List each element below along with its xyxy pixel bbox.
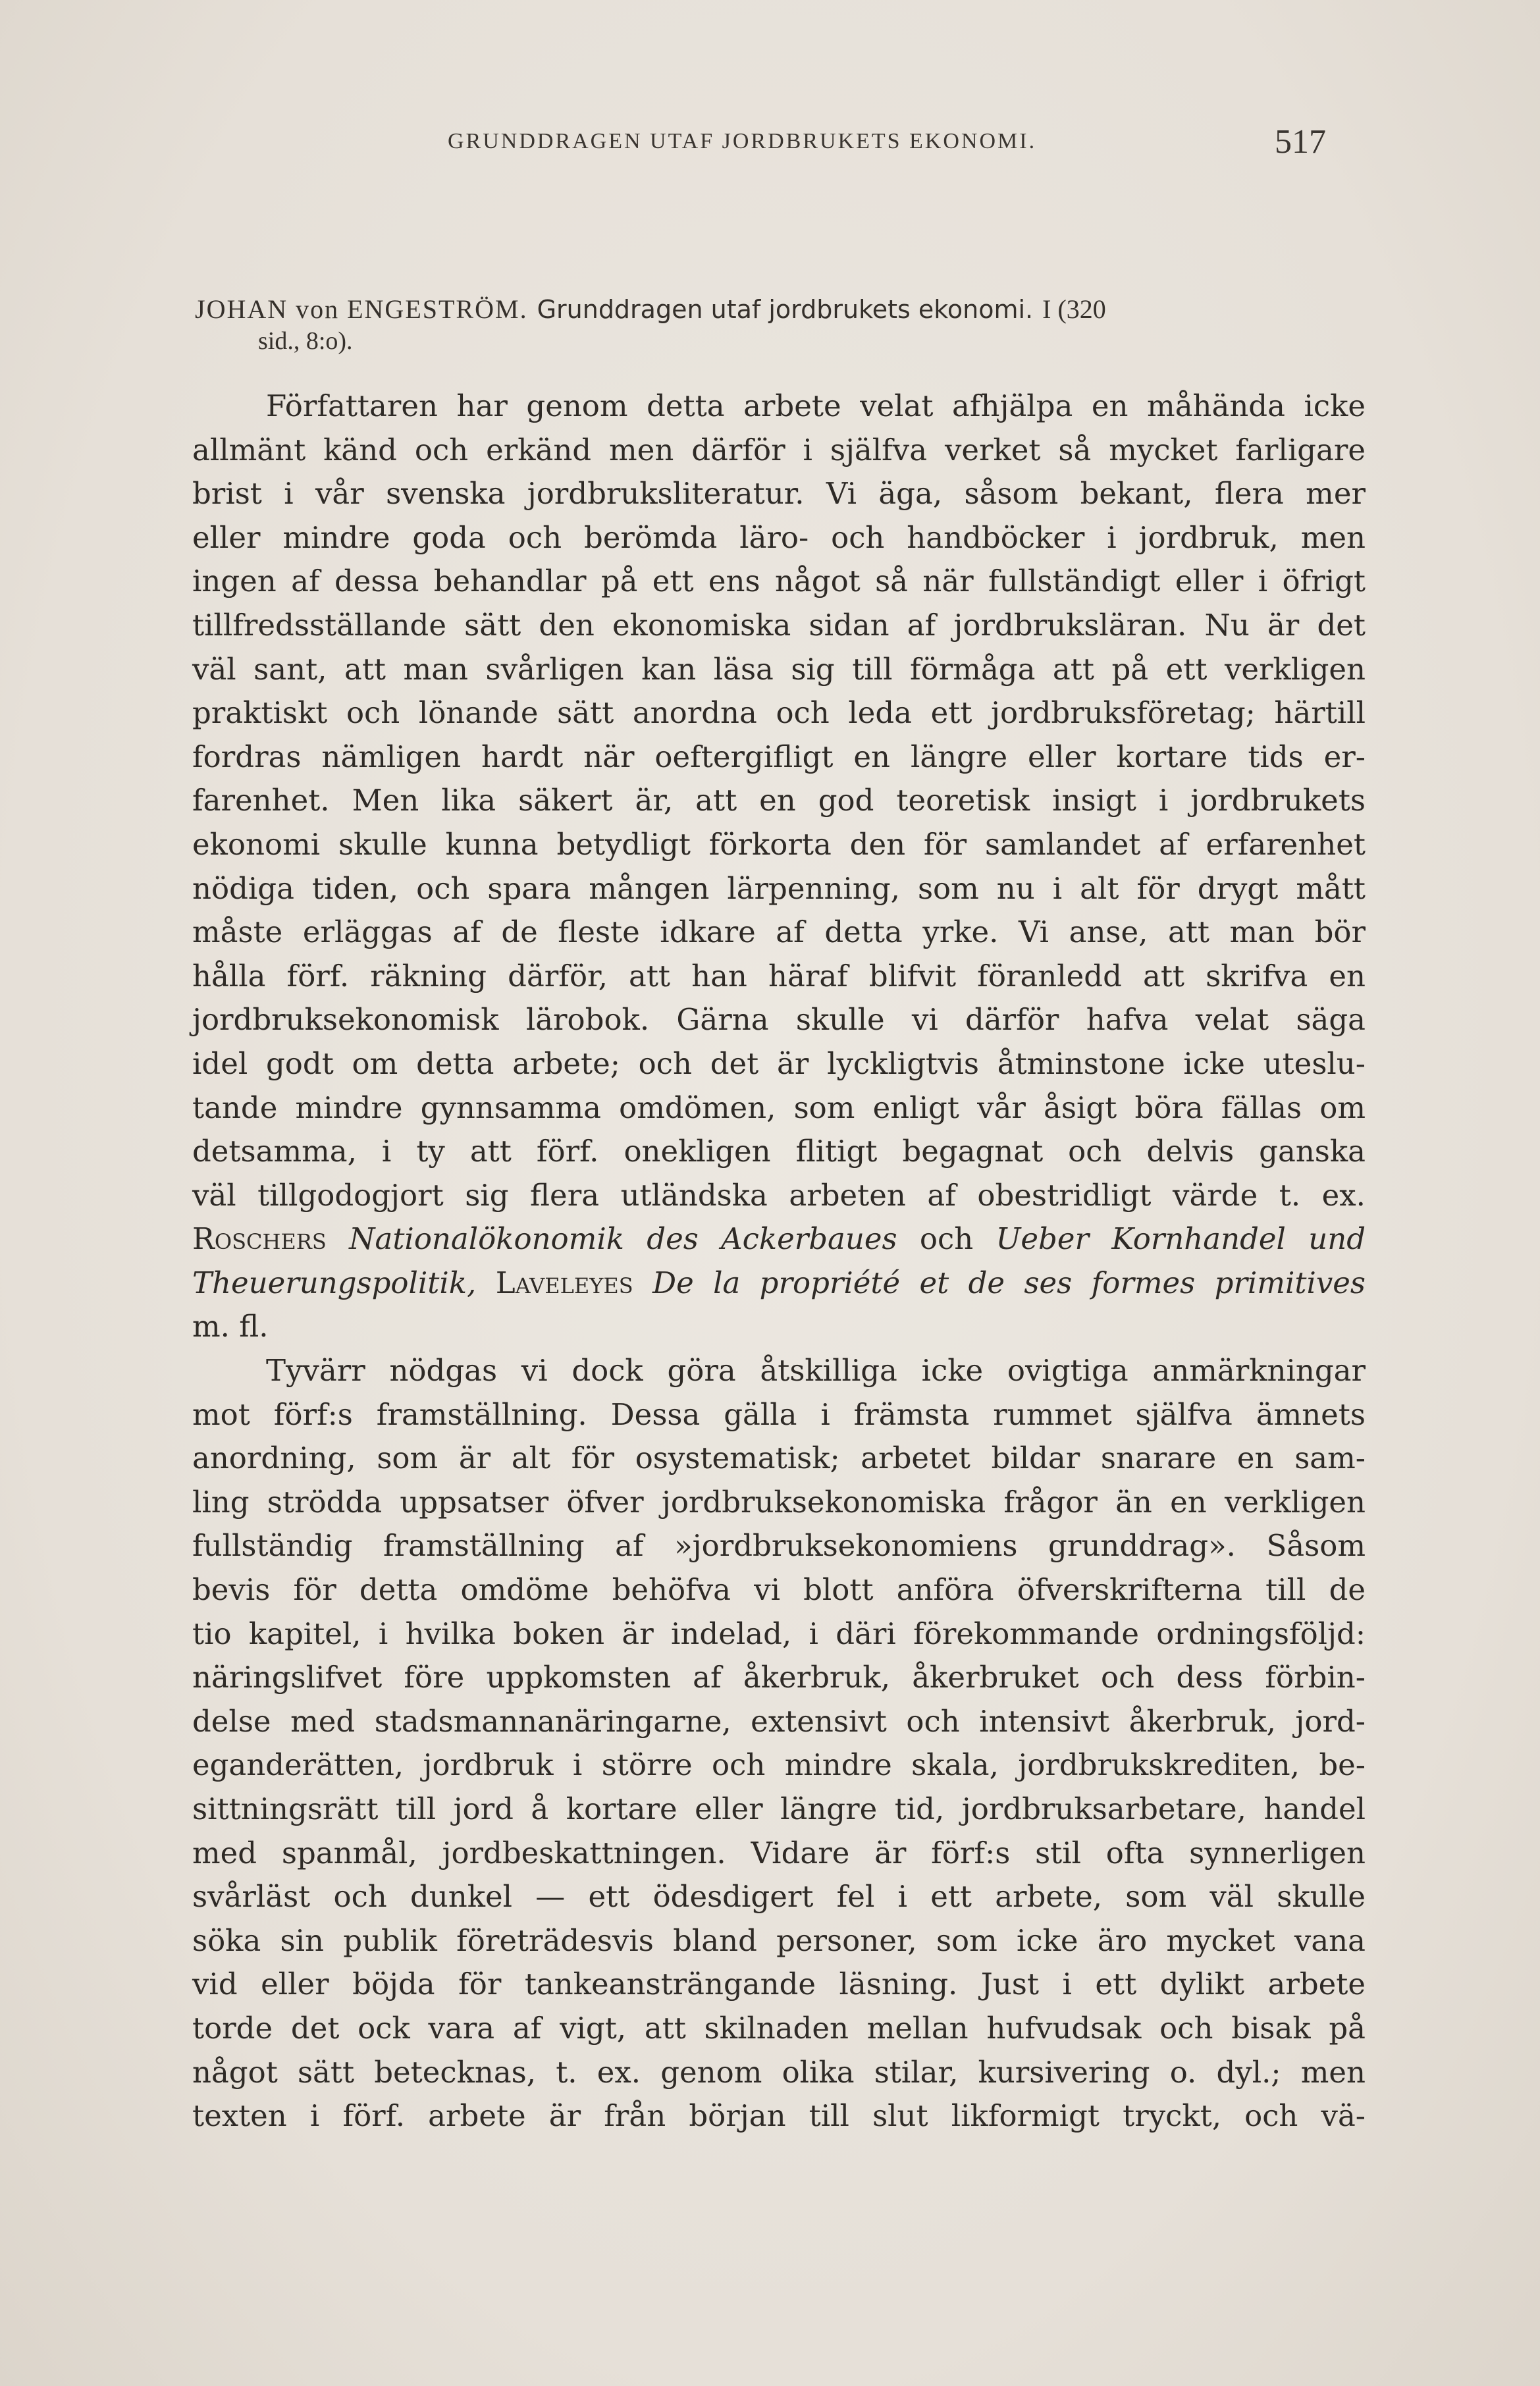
text-line: mot förf:s framställning. Dessa gälla i främsta rummet själfva ämnets [192,1396,1366,1432]
text-line: m. fl. [192,1309,269,1344]
text-line: eller mindre goda och berömda läro- och handböcker i jordbruk, men [192,519,1366,555]
review-author: JOHAN von ENGESTRÖM. [195,294,528,324]
review-body [192,384,1366,2138]
text-line: något sätt betecknas, t. ex. genom olika stilar, kursivering o. dyl.; men [192,2054,1366,2090]
text-line: hålla förf. räkning därför, att han häraf blifvit föranledd att skrifva en [192,958,1366,994]
review-volume: I (320 [1042,294,1106,324]
page-number: 517 [1275,123,1326,161]
text-line: brist i vår svenska jordbruksliteratur. Vi äga, såsom bekant, flera mer [192,476,1366,512]
review-book-title: Grunddragen utaf jordbrukets ekonomi. [537,295,1034,324]
author-name: Roschers [192,1221,327,1257]
text-line: praktiskt och lönande sätt anordna och leda ett jordbruksföretag; härtill [192,695,1366,731]
text-line: tio kapitel, i hvilka boken är indelad, i däri förekommande ordningsföljd: [192,1616,1366,1651]
text-line: väl tillgodogjort sig flera utländska arbeten af obestridligt värde t. ex. [192,1177,1366,1213]
work-title: Ueber Kornhandel und [996,1221,1366,1257]
text-line: detsamma, i ty att förf. onekligen flitigt begagnat och delvis ganska [192,1134,1366,1169]
text-line: med spanmål, jordbeskattningen. Vidare är förf:s stil ofta synnerligen [192,1835,1366,1870]
text-line: delse med stadsmannanäringarne, extensivt och intensivt åkerbruk, jord- [192,1703,1366,1739]
running-head: GRUNDDRAGEN UTAF JORDBRUKETS EKONOMI. [448,129,1037,153]
work-title: De la propriété et de ses formes primitives [652,1265,1366,1300]
text-line: väl sant, att man svårligen kan läsa sig till förmåga att på ett verkligen [192,651,1366,687]
text-line: ling strödda uppsatser öfver jordbruksekonomiska frågor än en verkligen [192,1484,1366,1520]
text-line: farenhet. Men lika säkert är, att en god teoretisk insigt i jordbrukets [192,783,1366,818]
text-line: eganderätten, jordbruk i större och mindre skala, jordbrukskrediten, be- [192,1747,1366,1783]
text-line: näringslifvet före uppkomsten af åkerbruk, åkerbruket och dess förbin- [192,1660,1366,1695]
text-line: ingen af dessa behandlar på ett ens något så när fullständigt eller i öfrigt [192,564,1366,599]
text-line: bevis för detta omdöme behöfva vi blott anföra öfverskrifterna till de [192,1572,1366,1608]
text-line: tande mindre gynnsamma omdömen, som enligt vår åsigt böra fällas om [192,1090,1366,1125]
text-line: måste erläggas af de fleste idkare af detta yrke. Vi anse, att man bör [192,915,1366,950]
text-line: svårläst och dunkel — ett ödesdigert fel i ett arbete, som väl skulle [192,1879,1366,1915]
text-line: jordbruksekonomisk lärobok. Gärna skulle vi därför hafva velat säga [192,1002,1366,1038]
text-line: tillfredsställande sätt den ekonomiska sidan af jordbruksläran. Nu är det [192,607,1366,643]
text-line: fordras nämligen hardt när oeftergifligt en längre eller kortare tids er- [192,739,1366,774]
text-line: idel godt om detta arbete; och det är lyckligtvis åtminstone icke uteslu- [192,1046,1366,1081]
text-line: söka sin publik företrädesvis bland personer, som icke äro mycket vana [192,1922,1366,1958]
work-title: Nationalökonomik des Ackerbaues [349,1221,897,1257]
text-line: vid eller böjda för tankeansträngande läsning. Just i ett dylikt arbete [192,1967,1366,2002]
text-line: sittningsrätt till jord å kortare eller längre tid, jordbruksarbetare, handel [192,1791,1366,1826]
text-line-citations: Roschers Nationalökonomik des Ackerbaues och Ueber Kornhandel und [192,1221,1366,1257]
text-line: Tyvärr nödgas vi dock göra åtskilliga icke ovigtiga anmärkningar [266,1353,1366,1389]
text-line: anordning, som är alt för osystematisk; arbetet bildar snarare en sam- [192,1441,1366,1476]
author-name: Laveleyes [495,1265,633,1300]
work-title: Theuerungspolitik, [192,1265,477,1300]
review-extent: sid., 8:o). [258,327,353,355]
text-line: texten i förf. arbete är från början till slut likformigt tryckt, och vä- [192,2098,1366,2134]
text-line: ekonomi skulle kunna betydligt förkorta den för samlandet af erfarenhet [192,826,1366,862]
text-line: torde det ock vara af vigt, att skilnaden mellan hufvudsak och bisak på [192,2010,1366,2046]
text-line: Författaren har genom detta arbete velat afhjälpa en måhända icke [266,388,1366,423]
text-line: nödiga tiden, och spara mången lärpenning, som nu i alt för drygt mått [192,870,1366,906]
review-heading [195,294,1367,357]
text-line: fullständig framställning af »jordbruksekonomiens grunddrag». Såsom [192,1528,1366,1564]
text-line-citations [192,1261,1366,1306]
text-line: allmänt känd och erkänd men därför i själfva verket så mycket farligare [192,432,1366,467]
